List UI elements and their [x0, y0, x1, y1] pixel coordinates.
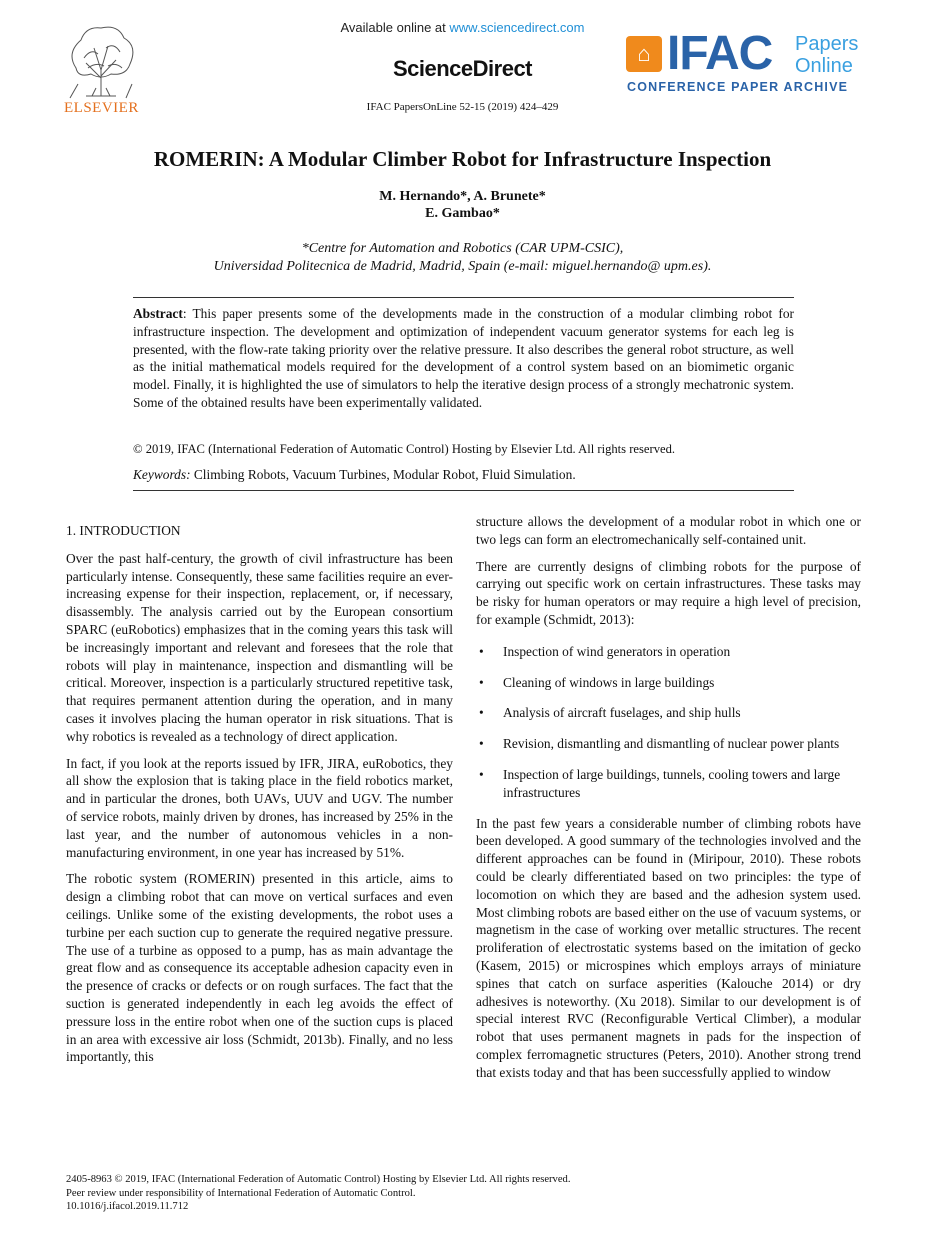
bullet-icon: •	[479, 643, 484, 659]
sciencedirect-wordmark: ScienceDirect	[392, 56, 533, 81]
list-item-text: Revision, dismantling and dismantling of nuclear power plants	[503, 736, 840, 752]
list-item-text: Inspection of large buildings, tunnels, cooling towers and large infrastructures	[503, 766, 841, 800]
abstract-top-rule	[133, 297, 794, 298]
bullet-icon: •	[479, 766, 484, 782]
copyright-notice: © 2019, IFAC (International Federation of Automatic Control) Hosting by Elsevier Ltd. All rights reserved.	[133, 442, 676, 456]
keywords	[133, 467, 794, 483]
abstract	[133, 305, 794, 412]
footer-copyright: 2405-8963 © 2019, IFAC (International Federation of Automatic Control) Hosting by Elsevier Ltd. All rights reserved.	[66, 1174, 571, 1185]
ifac-archive-text: CONFERENCE PAPER ARCHIVE	[627, 80, 849, 94]
application-list	[476, 643, 861, 802]
right-paragraph-1: structure allows the development of a modular robot in which one or two legs can form an electromechanically self-contained unit.	[476, 514, 861, 547]
paper-title: ROMERIN: A Modular Climber Robot for Infrastructure Inspection	[153, 147, 772, 171]
footer-peer-review: Peer review under responsibility of International Federation of Automatic Control.	[66, 1187, 416, 1199]
ifac-emblem-icon: ⌂	[626, 36, 662, 72]
affiliation-line-2: Universidad Politecnica de Madrid, Madrid, Spain (e-mail: miguel.hernando@ upm.es).	[213, 259, 712, 274]
affiliation-line-1: *Centre for Automation and Robotics (CAR UPM-CSIC),	[301, 241, 624, 256]
bullet-icon: •	[479, 705, 484, 721]
ifac-online-text: Online	[795, 55, 853, 77]
authors-line-1: M. Hernando*, A. Brunete*	[379, 189, 546, 204]
list-item	[476, 766, 861, 802]
list-item-text: Analysis of aircraft fuselages, and ship hulls	[503, 705, 741, 721]
available-online-line	[0, 20, 925, 35]
left-column	[66, 522, 453, 1075]
page-footer	[66, 1173, 866, 1214]
right-column	[476, 513, 861, 1091]
ifac-wordmark: IFAC	[667, 27, 773, 80]
list-item-text: Inspection of wind generators in operation	[503, 643, 731, 659]
list-item	[476, 643, 861, 661]
ifac-papers-text: Papers	[795, 33, 859, 55]
abstract-label: Abstract	[133, 306, 183, 321]
intro-paragraph-1: Over the past half-century, the growth of civil infrastructure has been particularly intense. Consequently, these same facilities require an ever-increasing expense for their inspection, replacement, or, if necessary, disassembly. The analysis carried out by the European consortium SPARC (euRobotics) emphasizes that in the coming years this task will be increasingly important and relevant and foresees that the role that robots will play in maintenance, inspection and dismantling will be critical. Moreover, inspection is a particularly structured repetitive task, that requires permanent attention during the operation, and in many cases it involves placing the human operator in risk situations. That is why robotics is revealed as a technology of direct application.	[66, 550, 453, 744]
list-item-text: Cleaning of windows in large buildings	[503, 674, 715, 690]
bullet-icon: •	[479, 736, 484, 752]
right-paragraph-2: There are currently designs of climbing robots for the purpose of carrying out specific work on certain infrastructures. These tasks may be risky for human operators or may require a high level of precision, for example (Schmidt, 2013):	[476, 558, 861, 627]
intro-paragraph-2: In fact, if you look at the reports issued by IFR, JIRA, euRobotics, they all show the explosion that is taking place in the field robotics market, and in particular the drones, both UAVs, UUV and UGV. The number of service robots, mainly driven by drones, has increased by 25% in the last year, and the number of autonomous vehicles in a non-manufacturing environment, in one year has increased by 51%.	[66, 755, 453, 860]
bullet-icon: •	[479, 674, 484, 690]
abstract-text: : This paper presents some of the developments made in the construction of a modular climbing robot for infrastructure inspection. The development and optimization of independent vacuum generator systems for each leg is presented, with the flow-rate taking priority over the relative pressure. It also describes the general robot structure, as well as the initial mathematical models required for the development of a control system based on an biomimetic organic model. Finally, it is highlighted the use of simulators to help the iterative design process of a strongly mechatronic system. Some of the obtained results have been experimentally validated.	[133, 306, 794, 410]
authors-line-2: E. Gambao*	[425, 206, 500, 221]
sciencedirect-link[interactable]: www.sciencedirect.com	[449, 20, 585, 35]
available-prefix: Available online at	[340, 20, 450, 35]
section-heading-introduction: 1. INTRODUCTION	[66, 523, 181, 538]
footer-doi[interactable]: 10.1016/j.ifacol.2019.11.712	[66, 1201, 189, 1213]
keywords-label: Keywords:	[133, 467, 191, 482]
list-item	[476, 674, 861, 692]
right-paragraph-3: In the past few years a considerable number of climbing robots have been developed. A good summary of the technologies involved and the different approaches can be found in (Miripour, 2010). These robots could be clearly differentiated based on two principles: the type of locomotion on which they are based and the adhesion system used. Most climbing robots are based either on the use of vacuum systems, or magnetism in the case of working over metallic structures. The recent proliferation of electrostatic systems based on the imitation of gecko (Kasem, 2015) or microspines which employs arrays of miniature spines that catch on surface asperities (Kalouche 2014) or dry adhesives is noteworthy. (Xu 2018). Similar to our development is of special interest RVC (Reconfigurable Vertical Climber), a modular robot that uses permanent magnets in pads for the inspection of complex ferromagnetic structures (Peters, 2010). Another strong trend that exists today and that has been successfully applied to window	[476, 815, 861, 1080]
journal-reference: IFAC PapersOnLine 52-15 (2019) 424–429	[366, 101, 559, 113]
elsevier-wordmark: ELSEVIER	[64, 100, 139, 116]
list-item	[476, 735, 861, 753]
keywords-text: Climbing Robots, Vacuum Turbines, Modular Robot, Fluid Simulation.	[190, 467, 576, 482]
list-item	[476, 704, 861, 722]
intro-paragraph-3: The robotic system (ROMERIN) presented in this article, aims to design a climbing robot that can move on vertical surfaces and even ceilings. Unlike some of the existing developments, the robot uses a turbine per each suction cup to generate the required negative pressure. The use of a turbine as opposed to a pump, has as main advantage the great flow and as consequence its acceptable adhesion capacity even in the presence of cracks or defects or on rough surfaces. The fact that the suction is generated independently in each leg avoids the effect of pressure loss in the entire robot when one of the suction cups is placed in an area with excessive air loss (Schmidt, 2013b). Finally, and no less importantly, this	[66, 871, 453, 1065]
abstract-bottom-rule	[133, 490, 794, 491]
